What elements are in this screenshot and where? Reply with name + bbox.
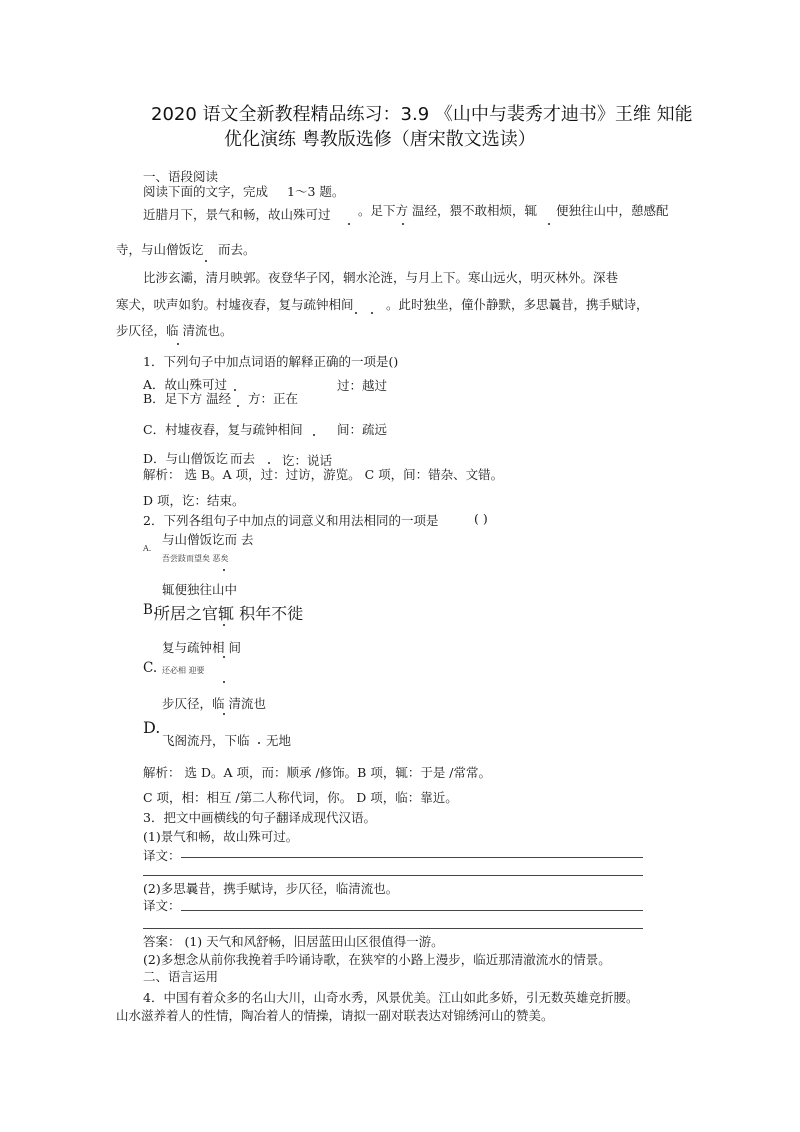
- q1-stem: 1．下列句子中加点词语的解释正确的一项是(): [143, 354, 399, 369]
- q2-analysis-line2: C 项，相：相互 /第二人称代词，你。 D 项，临：靠近。: [143, 790, 458, 805]
- emphasis-dot: [268, 462, 270, 464]
- passage-line1-a: 近腊月下，景气和畅，故山殊可过: [143, 207, 331, 222]
- doc-title-line1: 2020 语文全新教程精品练习：3.9 《山中与裴秀才迪书》王维 知能: [151, 104, 693, 125]
- passage-line5: 步仄径，临 清流也。: [116, 323, 233, 338]
- q2-option-b-line1: 辄便独往山中: [162, 582, 238, 597]
- emphasis-dot: [348, 223, 350, 225]
- q2-option-d-line2b: 无地: [266, 733, 292, 748]
- q3-sentence2: (2)多思曩昔，携手赋诗，步仄径，临清流也。: [143, 881, 399, 896]
- emphasis-dot: [402, 223, 404, 225]
- q4-line1: 4．中国有着众多的名山大川，山奇水秀，风景优美。江山如此多娇，引无数英雄竞折腰。: [143, 990, 639, 1005]
- q1-option-b-gloss: 方：正在: [248, 391, 299, 406]
- q2-option-d-line2: 飞阁流丹，下临: [162, 733, 250, 748]
- passage-line2-b: 而去。: [218, 242, 256, 257]
- q1-option-d-gloss: 讫：说话: [282, 453, 333, 468]
- q2-stem: 2．下列各组句子中加点的词意义和用法相同的一项是: [143, 513, 439, 528]
- q3-answer-line2: (2)多想念从前你我挽着手吟诵诗歌，在狭窄的小路上漫步，临近那清澈流水的情景。: [143, 952, 611, 967]
- emphasis-dot: [258, 742, 260, 744]
- emphasis-dot: [371, 312, 373, 314]
- answer-line: [143, 928, 643, 929]
- q2-analysis-line1: 解析： 选 D。A 项，而：顺承 /修饰。B 项，辄：于是 /常常。: [143, 765, 491, 780]
- emphasis-dot: [313, 434, 315, 436]
- q3-sentence1: (1)景气和畅，故山殊可过。: [143, 829, 299, 844]
- emphasis-dot: [355, 312, 357, 314]
- emphasis-dot: [548, 223, 550, 225]
- section1-intro-a: 阅读下面的文字，完成: [143, 184, 269, 199]
- q3-translation1-label: 译文：: [143, 848, 181, 863]
- q2-option-b-line2: 所居之官辄 积年不徙: [154, 604, 304, 623]
- q1-option-b: B．足下方 温经: [143, 391, 232, 406]
- q1-option-c: C．村墟夜舂，复与疏钟相间: [143, 422, 303, 437]
- answer-line: [181, 857, 643, 858]
- q2-option-a-line1: 与山僧饭讫而 去: [162, 532, 254, 547]
- passage-line1-b: 。足下方 温经，猥不敢相烦，辄: [358, 203, 537, 218]
- q2-option-c-line2: 还必相 迎要: [162, 666, 205, 675]
- doc-title-line2: 优化演练 粤教版选修（唐宋散文选读）: [224, 129, 536, 150]
- passage-line3: 比涉玄灞，清月映郭。夜登华子冈，辋水沦涟，与月上下。寒山远火，明灭林外。深巷: [143, 270, 619, 285]
- emphasis-dot: [234, 389, 236, 391]
- q3-stem: 3．把文中画横线的句子翻译成现代汉语。: [143, 810, 376, 825]
- passage-line1-c: 便独往山中，憩感配: [556, 203, 669, 218]
- emphasis-dot: [177, 343, 179, 345]
- answer-line: [143, 875, 643, 876]
- q1-analysis-line1: 解析： 选 B。A 项，过：过访，游览。 C 项，间：错杂、文错。: [143, 467, 504, 482]
- passage-line2-a: 寺，与山僧饭讫: [116, 242, 204, 257]
- emphasis-dot: [223, 569, 225, 571]
- q2-option-a-label: A.: [143, 544, 152, 553]
- q3-answer-line1: 答案： (1) 天气和风舒畅，旧居蓝田山区很值得一游。: [143, 934, 444, 949]
- q1-option-a: A．故山殊可过: [143, 377, 228, 392]
- emphasis-dot: [205, 260, 207, 262]
- emphasis-dot: [237, 405, 239, 407]
- q2-option-d-label: D.: [143, 718, 161, 737]
- q1-option-d: D．与山僧饭讫: [143, 451, 229, 466]
- q1-option-c-gloss: 间：疏远: [337, 422, 388, 437]
- q2-answer-paren: ( ): [474, 511, 488, 526]
- q1-option-d-mid: 而去: [230, 451, 256, 466]
- section1-heading: 一、语段阅读: [143, 169, 219, 184]
- passage-line4-a: 寒犬，吠声如豹。村墟夜舂，复与疏钟相间: [116, 297, 354, 312]
- answer-line: [181, 910, 643, 911]
- passage-line4-b: 。此时独坐，僮仆静默，多思曩昔，携手赋诗，: [386, 297, 649, 312]
- emphasis-dot: [223, 656, 225, 658]
- section2-heading: 二、语言运用: [143, 969, 219, 984]
- q1-analysis-line2: D 项，讫：结束。: [143, 493, 245, 508]
- q2-option-b-label: B.: [143, 602, 158, 618]
- q1-option-a-gloss: 过：越过: [337, 378, 388, 393]
- emphasis-dot: [223, 624, 225, 626]
- q2-option-a-line2: 吾尝跂而望矣 恶矣: [162, 554, 229, 563]
- q2-option-d-line1: 步仄径，临 清流也: [162, 696, 266, 711]
- q2-option-c-line1: 复与疏钟相 间: [162, 640, 241, 655]
- section1-intro-b: 1～3 题。: [287, 184, 345, 199]
- emphasis-dot: [223, 713, 225, 715]
- emphasis-dot: [223, 681, 225, 683]
- q4-line2: 山水滋养着人的性情，陶冶着人的情操，请拟一副对联表达对锦绣河山的赞美。: [116, 1008, 554, 1023]
- q2-option-c-label: C.: [143, 660, 158, 676]
- q3-translation2-label: 译文：: [143, 898, 181, 913]
